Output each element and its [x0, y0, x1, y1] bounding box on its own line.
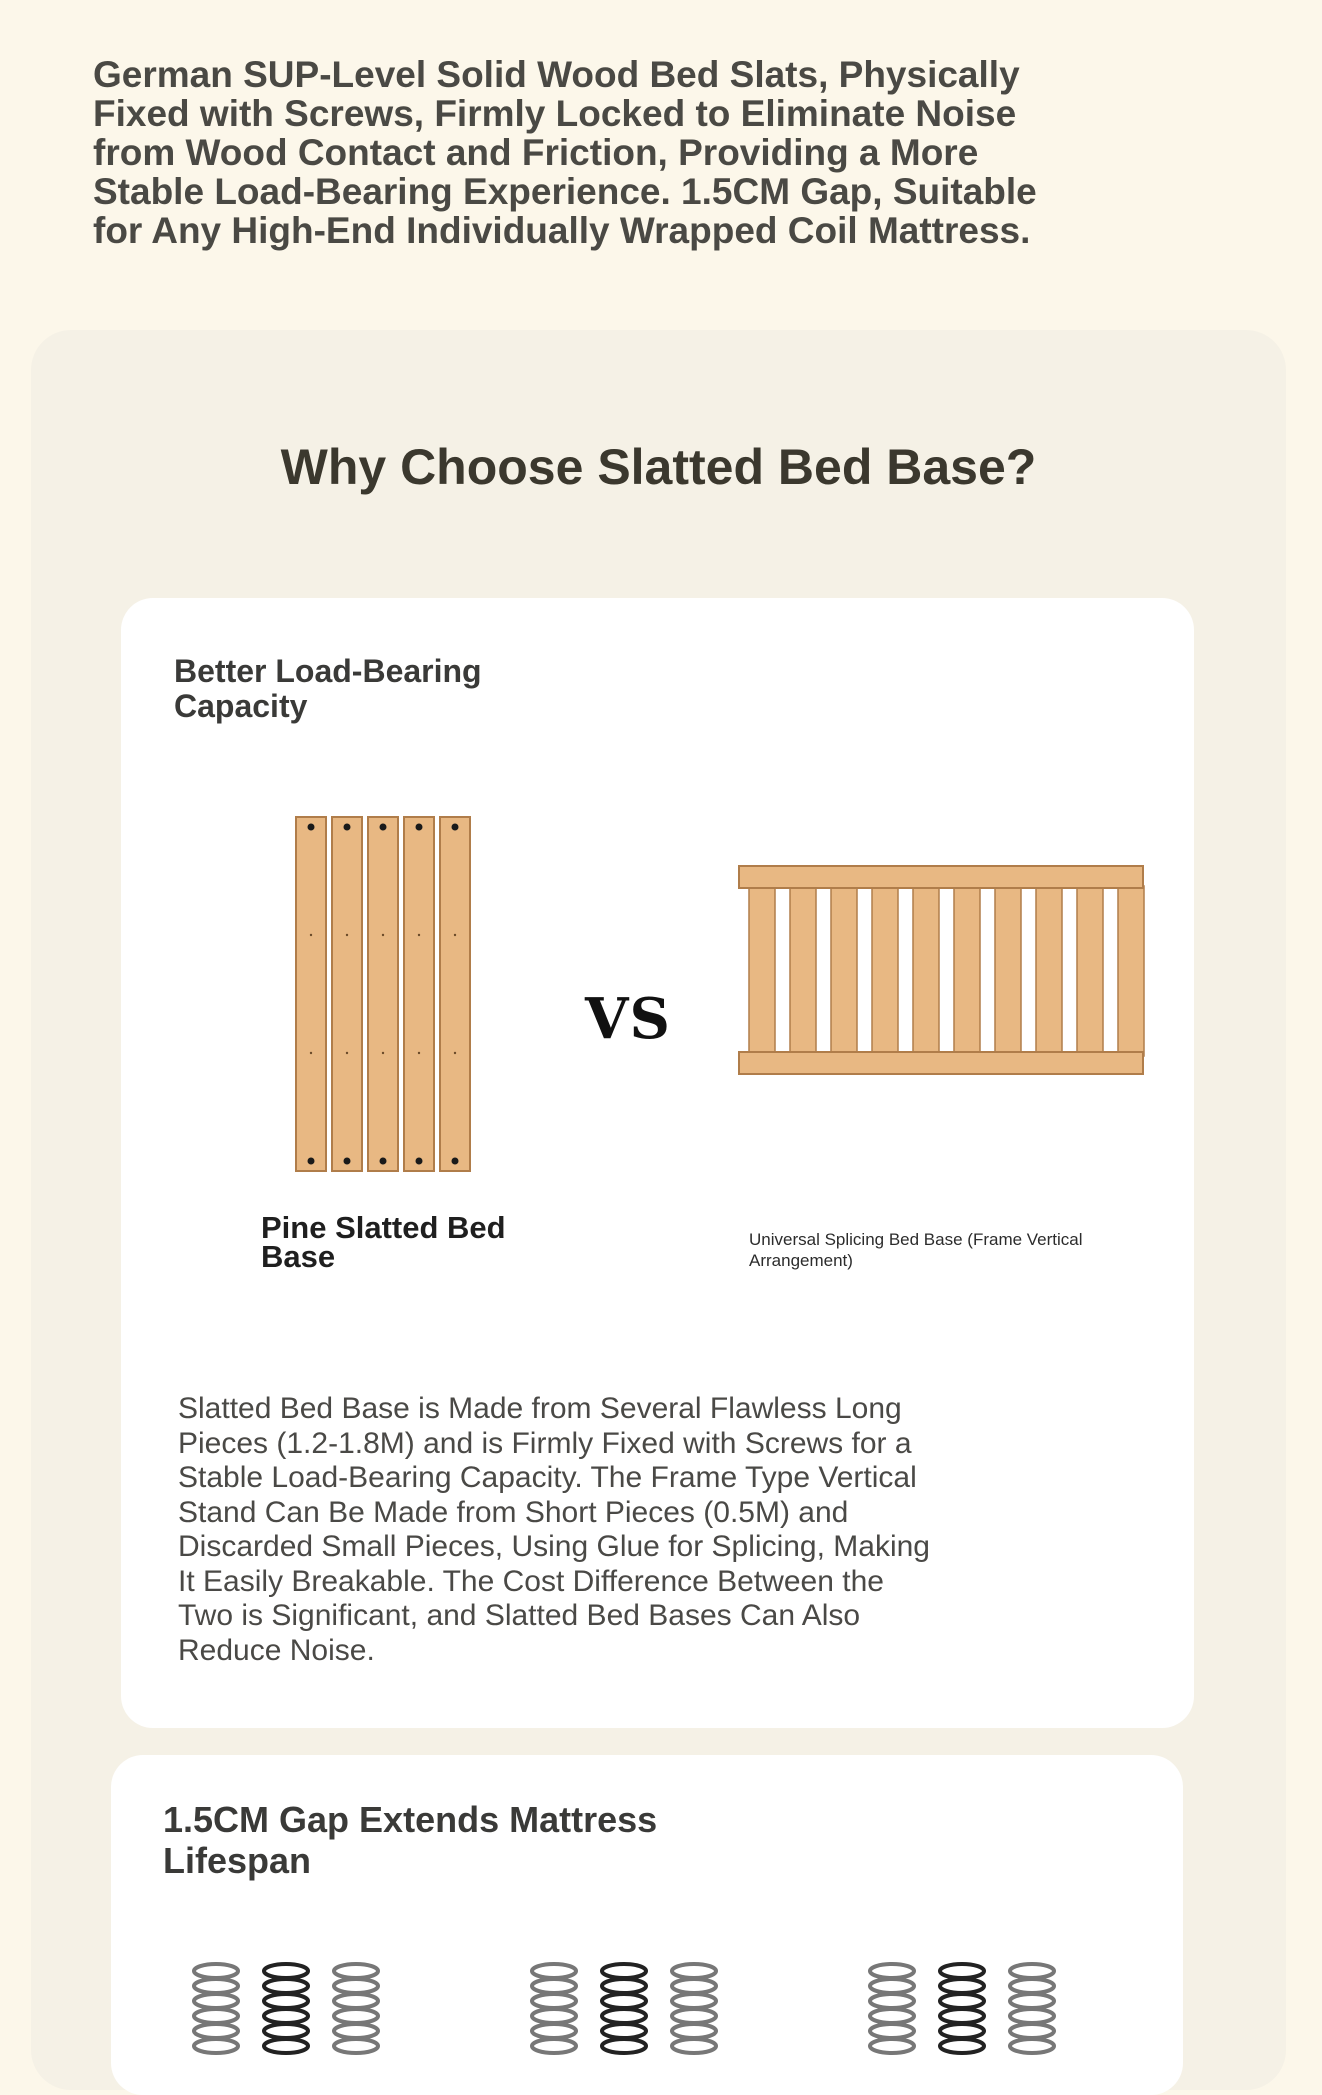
comparison-description: Slatted Bed Base is Made from Several Flawless Long Pieces (1.2-1.8M) and is Firmly Fixed with Screws for a Stable Load-Bearing Capacity. The Frame Type Vertical Stand Can Be Made from Short Pieces (0.5M) and Discarded Small Pieces, Using Glue for Splicing, Making It Easily Breakable. The Cost Difference Between the Two is Significant, and Slatted Bed Bases Can Also Reduce Noise.: [178, 1392, 930, 1667]
coil-spring-icon: [186, 1955, 386, 2055]
pine-base-label: Pine Slatted Bed Base: [261, 1210, 506, 1274]
gap-card: [111, 1755, 1183, 2095]
vs-label: VS: [585, 986, 671, 1052]
intro-text: German SUP-Level Solid Wood Bed Slats, Physically Fixed with Screws, Firmly Locked to Eliminate Noise from Wood Contact and Friction, Providing a More Stable Load-Bearing Experience. 1.5CM Gap, Suitable for Any High-End Individually Wrapped Coil Mattress.: [93, 54, 1037, 251]
coil-spring-icon: [524, 1955, 724, 2055]
load-bearing-card: [121, 598, 1194, 1728]
card-title-gap: 1.5CM Gap Extends Mattress Lifespan: [163, 1799, 658, 1881]
pine-slats-illustration: [294, 815, 474, 1175]
frame-base-illustration: [737, 864, 1147, 1084]
coil-spring-icon: [862, 1955, 1062, 2055]
frame-base-label: Universal Splicing Bed Base (Frame Vertical Arrangement): [749, 1230, 1083, 1270]
card-title-load-bearing: Better Load-Bearing Capacity: [174, 653, 482, 724]
section-title: Why Choose Slatted Bed Base?: [280, 439, 1037, 495]
